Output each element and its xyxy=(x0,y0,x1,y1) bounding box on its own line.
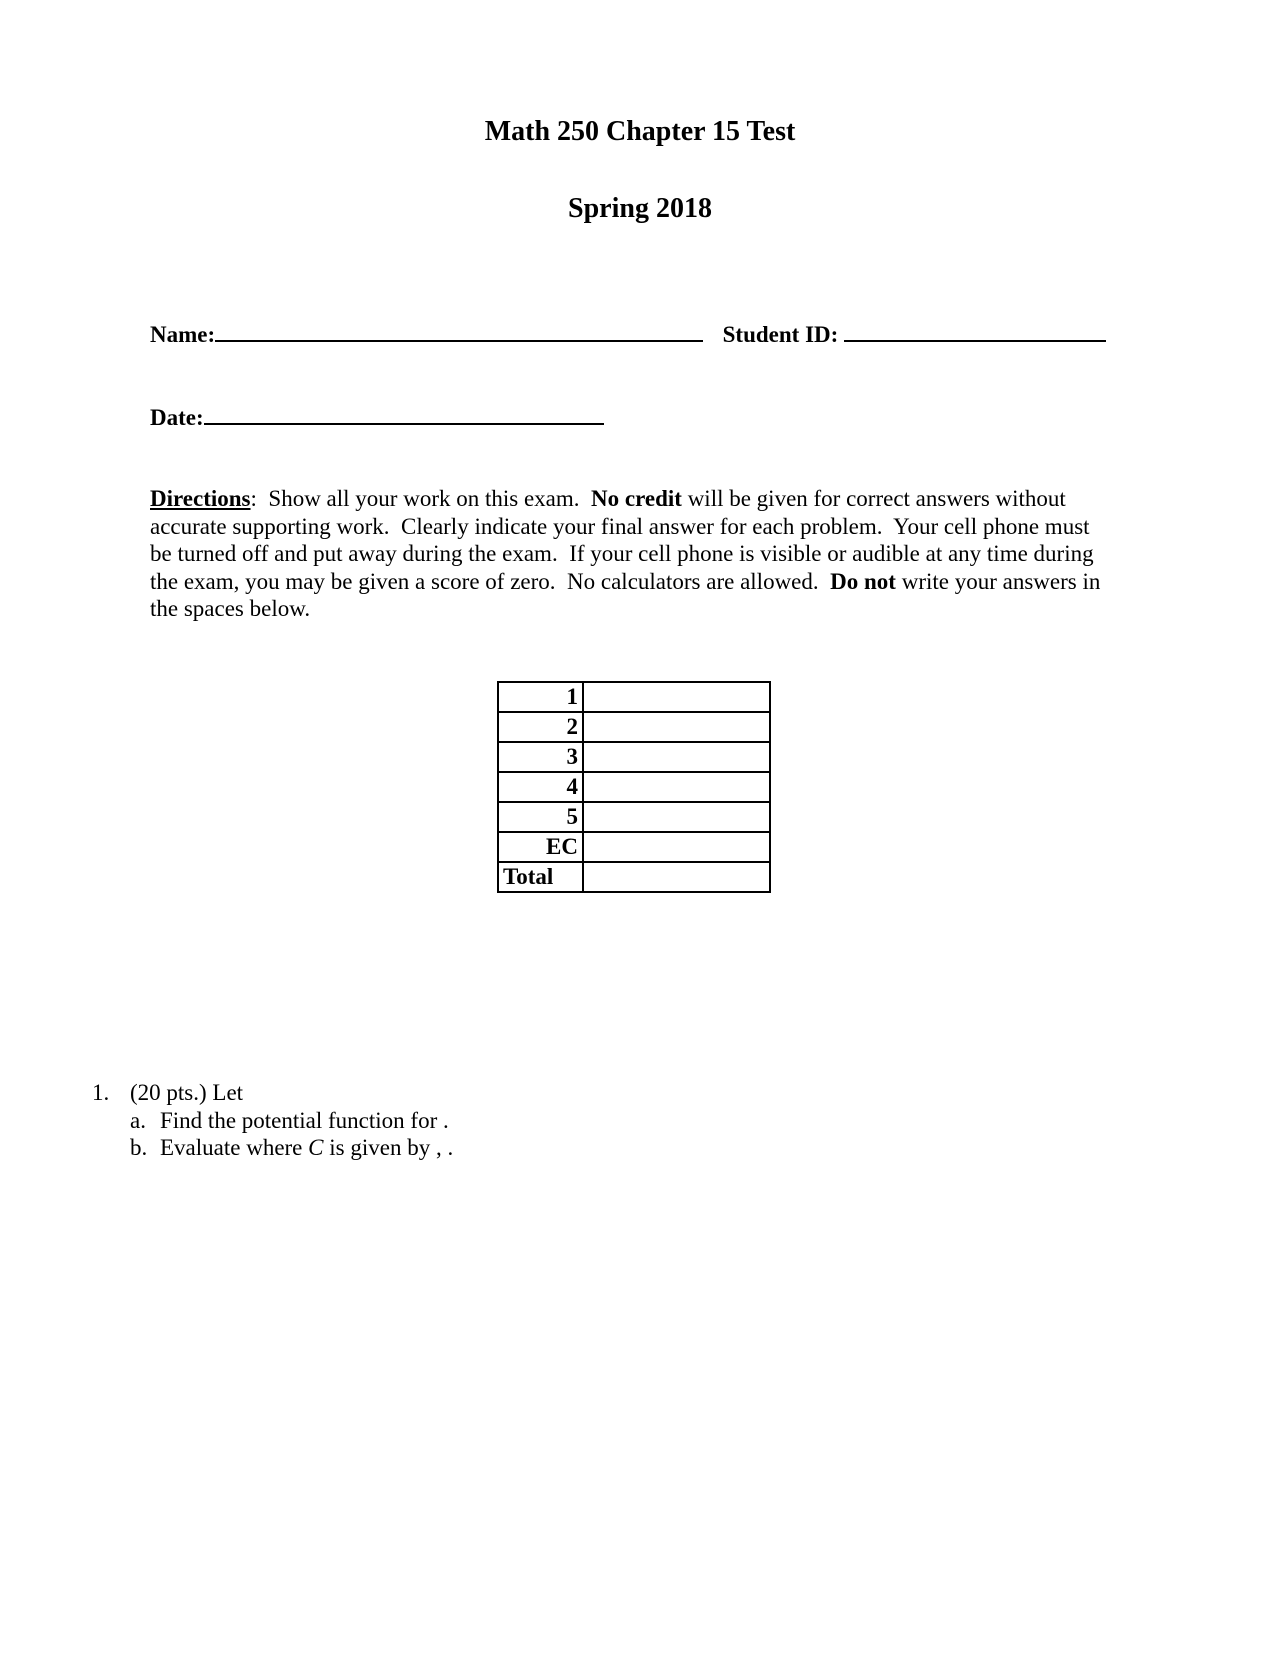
score-row-label: 3 xyxy=(498,742,583,772)
score-row-label: EC xyxy=(498,832,583,862)
student-id-label: Student ID: xyxy=(722,322,839,347)
name-label: Name: xyxy=(150,322,216,347)
part-letter: b. xyxy=(130,1135,148,1160)
score-row xyxy=(498,802,770,832)
score-row-label: Total xyxy=(498,862,583,892)
part-text-before: Evaluate where xyxy=(160,1135,309,1160)
score-row-label: 2 xyxy=(498,712,583,742)
page-title: Math 250 Chapter 15 Test xyxy=(484,116,796,147)
name-blank[interactable] xyxy=(215,318,703,342)
score-cell[interactable] xyxy=(583,772,770,802)
problem-1 xyxy=(92,1079,453,1162)
date-row xyxy=(150,401,604,431)
score-row xyxy=(498,862,770,892)
directions-heading: Directions xyxy=(150,486,251,511)
directions-colon: : xyxy=(250,486,257,511)
score-row xyxy=(498,772,770,802)
part-text: Find the potential function for . xyxy=(160,1107,449,1133)
term-subtitle: Spring 2018 xyxy=(568,193,712,224)
directions-no-credit: No credit xyxy=(591,486,682,511)
student-id-blank[interactable] xyxy=(844,318,1106,342)
score-row-label: 5 xyxy=(498,802,583,832)
score-row xyxy=(498,742,770,772)
date-blank[interactable] xyxy=(204,401,604,425)
problem-number: 1. xyxy=(92,1080,110,1105)
score-cell[interactable] xyxy=(583,712,770,742)
score-row xyxy=(498,682,770,712)
directions-paragraph xyxy=(150,485,1110,623)
problem-part-b xyxy=(92,1134,453,1162)
score-cell[interactable] xyxy=(583,802,770,832)
score-row-label: 4 xyxy=(498,772,583,802)
problem-part-a xyxy=(92,1107,453,1135)
score-cell[interactable] xyxy=(583,742,770,772)
directions-text-3: write your answers in the spaces below. xyxy=(150,568,1101,621)
directions-do-not: Do not xyxy=(830,568,896,594)
part-text-after: is given by , . xyxy=(323,1135,454,1160)
part-variable: C xyxy=(308,1135,324,1160)
date-label: Date: xyxy=(150,405,204,430)
score-cell[interactable] xyxy=(583,862,770,892)
score-cell[interactable] xyxy=(583,682,770,712)
score-cell[interactable] xyxy=(583,832,770,862)
part-letter: a. xyxy=(130,1107,146,1133)
score-row xyxy=(498,712,770,742)
name-id-row xyxy=(150,318,1106,348)
score-row xyxy=(498,832,770,862)
score-row-label: 1 xyxy=(498,682,583,712)
directions-text-1: Show all your work on this exam. xyxy=(256,486,592,511)
score-table xyxy=(497,681,771,893)
directions-text-2: will be given for correct answers without accurate supporting work. Clearly indicate your final answer for each problem. Your cell phone must be turned off and put away during the exam. If your cell phone is visible or audible at any time during the exam, you may be given a score of zero. No calculators are allowed. xyxy=(150,486,1100,594)
problem-intro: (20 pts.) Let xyxy=(130,1080,244,1105)
